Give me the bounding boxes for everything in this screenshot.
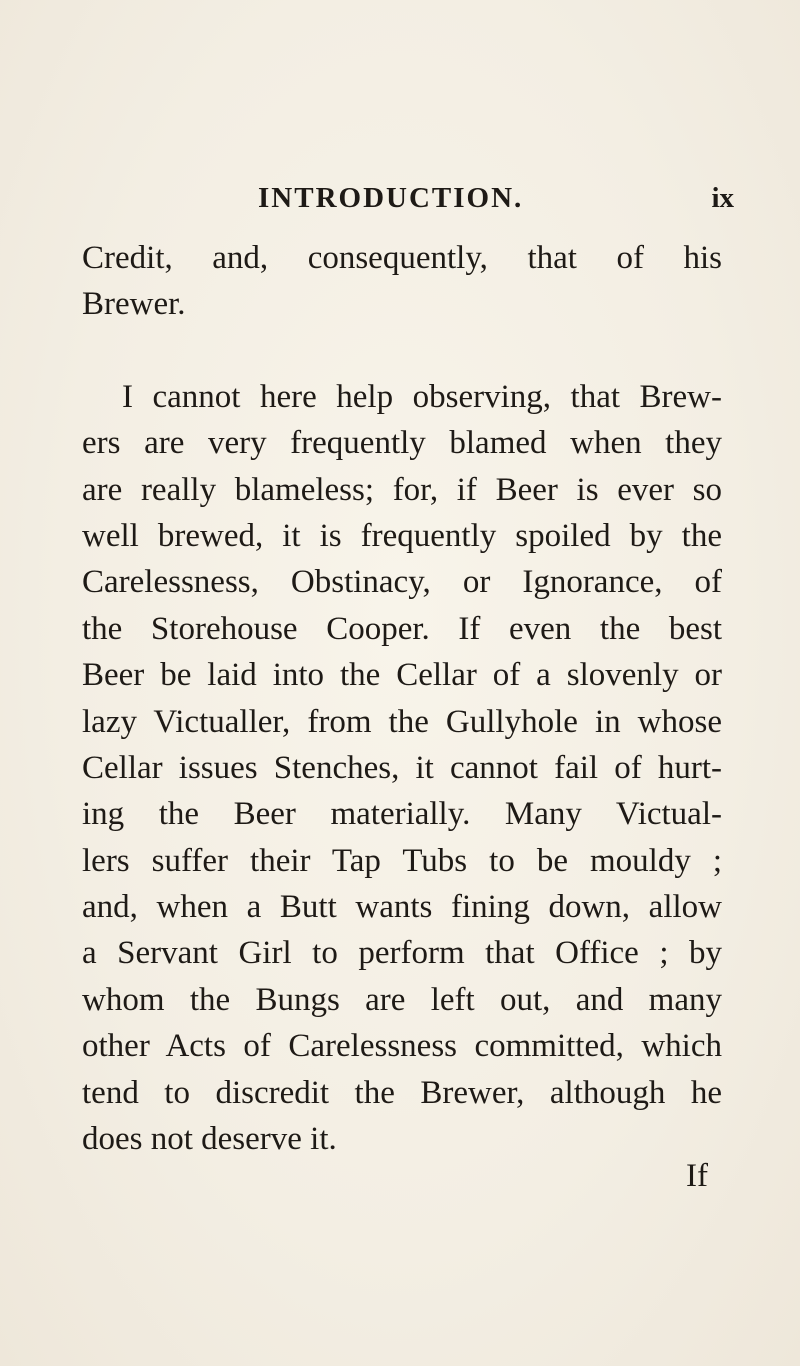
text-line: the Storehouse Cooper. If even the best [82,610,722,647]
text-line: does not deserve it. [82,1121,337,1158]
text-line: tend to discredit the Brewer, although he [82,1074,722,1111]
text-line: Cellar issues Stenches, it cannot fail of hurt- [82,749,722,786]
text-line: Beer be laid into the Cellar of a slovenly or [82,657,722,694]
text-line: lazy Victualler, from the Gullyhole in whose [82,703,722,740]
text-line: Credit, and, consequently, that of his [82,240,722,276]
text-line: and, when a Butt wants fining down, allow [82,889,722,926]
running-head [82,182,734,222]
text-line: a Servant Girl to perform that Office ; by [82,935,722,972]
body-text [82,235,722,1162]
text-line: other Acts of Carelessness committed, which [82,1028,722,1065]
text-line: lers suffer their Tap Tubs to be mouldy ; [82,842,722,879]
text-line: Carelessness, Obstinacy, or Ignorance, of [82,564,722,601]
paragraph-1 [82,235,722,328]
paragraph-gap [82,328,722,374]
page-number: ix [711,182,734,214]
text-line: are really blameless; for, if Beer is ever so [82,471,722,508]
text-line: Brewer. [82,286,186,323]
text-line: I cannot here help observing, that Brew- [122,378,722,415]
text-line: whom the Bungs are left out, and many [82,981,722,1018]
running-title: INTRODUCTION. [258,182,524,214]
paragraph-2 [82,374,722,1163]
catchword: If [686,1158,708,1194]
text-line: ers are very frequently blamed when they [82,425,722,462]
text-line: ing the Beer materially. Many Victual- [82,796,722,833]
text-line: well brewed, it is frequently spoiled by the [82,517,722,554]
